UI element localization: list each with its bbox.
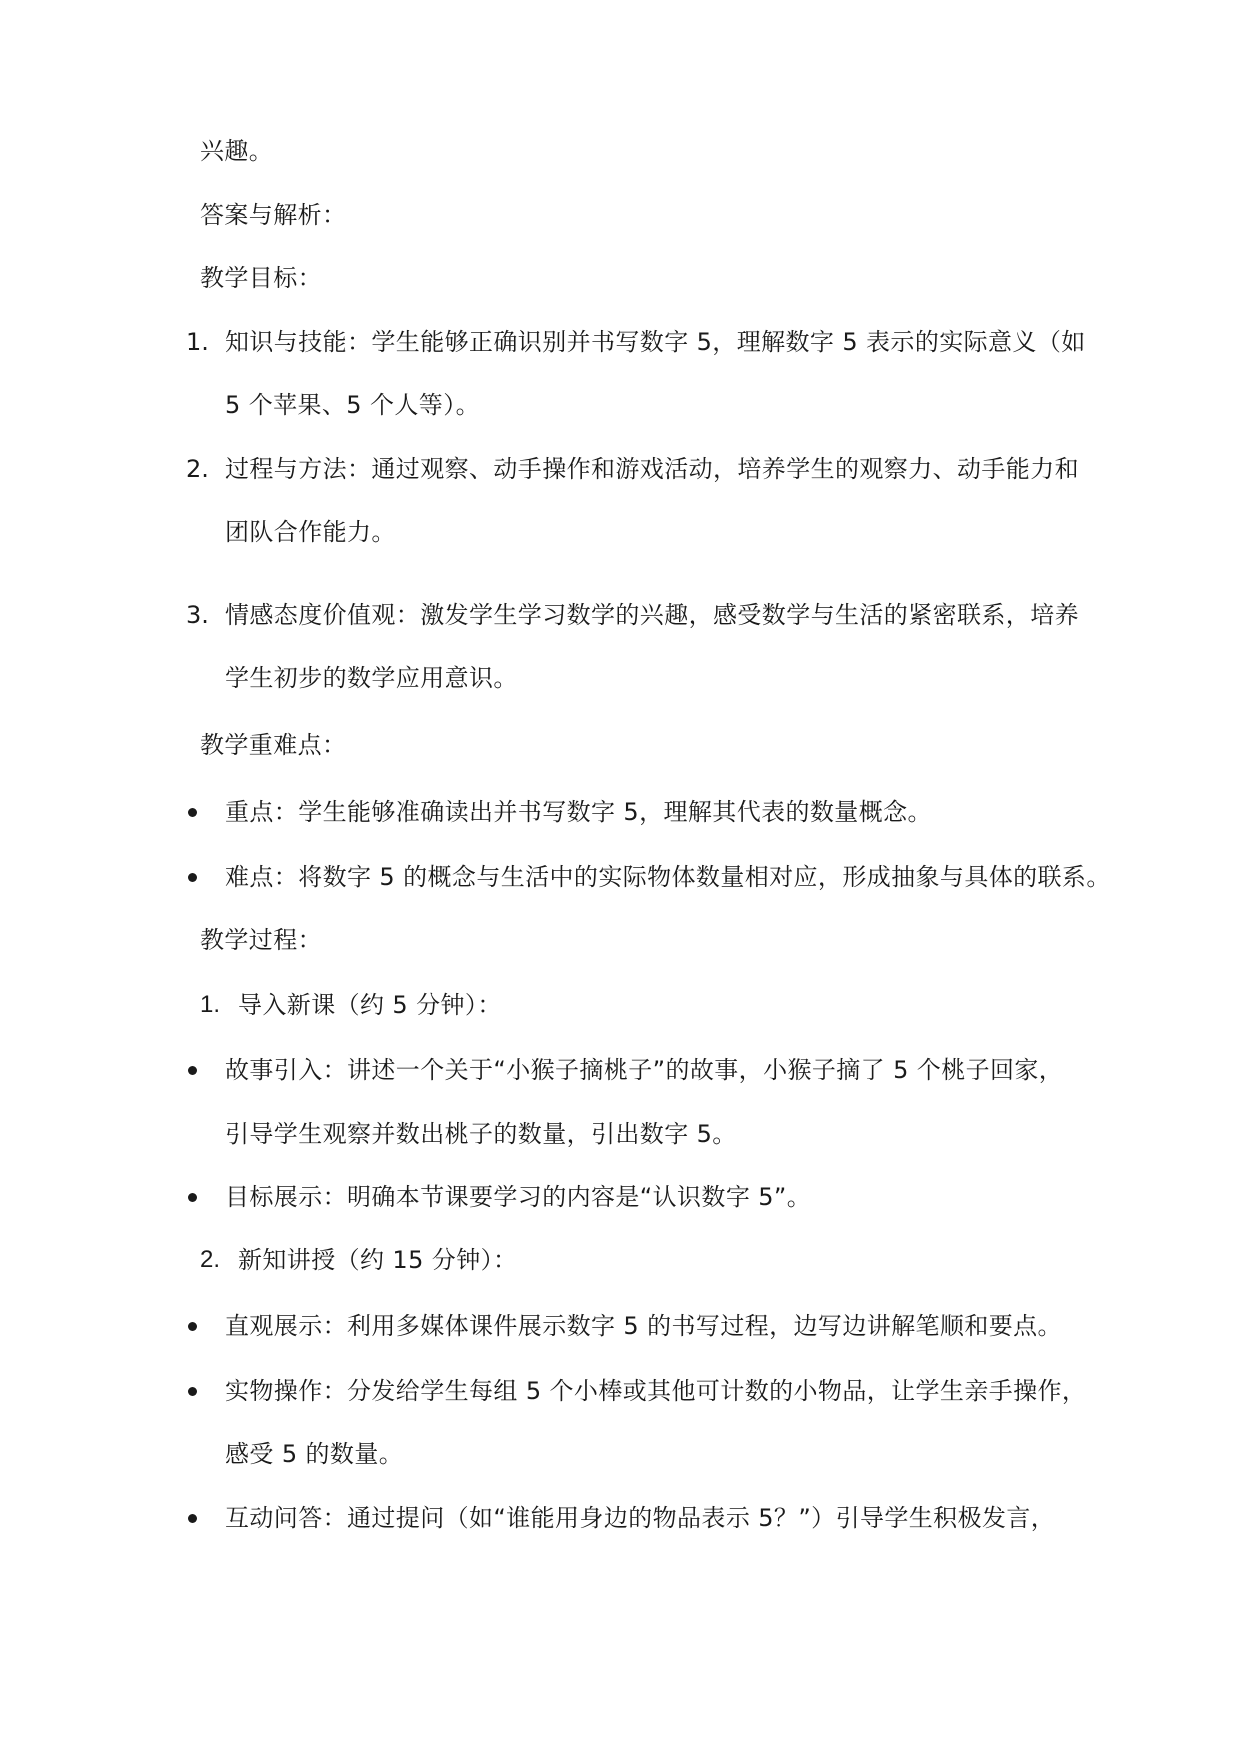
process-heading: 教学过程： <box>200 926 322 954</box>
step-2-item-2-bullet <box>188 1387 197 1396</box>
step-1-item-2-bullet <box>188 1193 197 1202</box>
objective-2-line1: 过程与方法：通过观察、动手操作和游戏活动，培养学生的观察力、动手能力和 <box>225 455 1079 483</box>
step-1-item-1-line1: 故事引入：讲述一个关于“小猴子摘桃子”的故事，小猴子摘了 5 个桃子回家， <box>225 1056 1064 1084</box>
key-point-2-bullet <box>188 873 197 882</box>
step-2-item-2-line1: 实物操作：分发给学生每组 5 个小棒或其他可计数的小物品，让学生亲手操作， <box>225 1377 1087 1405</box>
objective-3-marker: 3. <box>186 601 209 629</box>
answer-heading: 答案与解析： <box>200 201 347 229</box>
key-points-heading: 教学重难点： <box>200 731 347 759</box>
objective-3-line2: 学生初步的数学应用意识。 <box>225 664 518 692</box>
step-2-title: 新知讲授（约 15 分钟）： <box>238 1246 518 1274</box>
step-1-marker: 1. <box>200 991 221 1018</box>
continuation-text: 兴趣。 <box>200 137 274 165</box>
step-2-marker: 2. <box>200 1246 221 1273</box>
step-2-item-2-line2: 感受 5 的数量。 <box>225 1440 404 1468</box>
step-1-title: 导入新课（约 5 分钟）： <box>238 991 502 1019</box>
key-point-1-text: 重点：学生能够准确读出并书写数字 5，理解其代表的数量概念。 <box>225 798 932 826</box>
objective-2-line2: 团队合作能力。 <box>225 518 396 546</box>
objective-1-line1: 知识与技能：学生能够正确识别并书写数字 5，理解数字 5 表示的实际意义（如 <box>225 328 1086 356</box>
objective-1-marker: 1. <box>186 328 209 356</box>
key-point-2-text: 难点：将数字 5 的概念与生活中的实际物体数量相对应，形成抽象与具体的联系。 <box>225 863 1111 891</box>
objective-1-line2: 5 个苹果、5 个人等）。 <box>225 391 480 419</box>
step-1-item-2-line1: 目标展示：明确本节课要学习的内容是“认识数字 5”。 <box>225 1183 812 1211</box>
key-point-1-bullet <box>188 808 197 817</box>
objective-3-line1: 情感态度价值观：激发学生学习数学的兴趣，感受数学与生活的紧密联系，培养 <box>225 601 1079 629</box>
step-1-item-1-bullet <box>188 1066 197 1075</box>
step-2-item-1-line1: 直观展示：利用多媒体课件展示数字 5 的书写过程，边写边讲解笔顺和要点。 <box>225 1312 1062 1340</box>
step-2-item-3-line1: 互动问答：通过提问（如“谁能用身边的物品表示 5？”）引导学生积极发言， <box>225 1504 1056 1532</box>
step-2-item-3-bullet <box>188 1514 197 1523</box>
step-2-item-1-bullet <box>188 1322 197 1331</box>
objective-2-marker: 2. <box>186 455 209 483</box>
step-1-item-1-line2: 引导学生观察并数出桃子的数量，引出数字 5。 <box>225 1120 737 1148</box>
objectives-heading: 教学目标： <box>200 264 322 292</box>
